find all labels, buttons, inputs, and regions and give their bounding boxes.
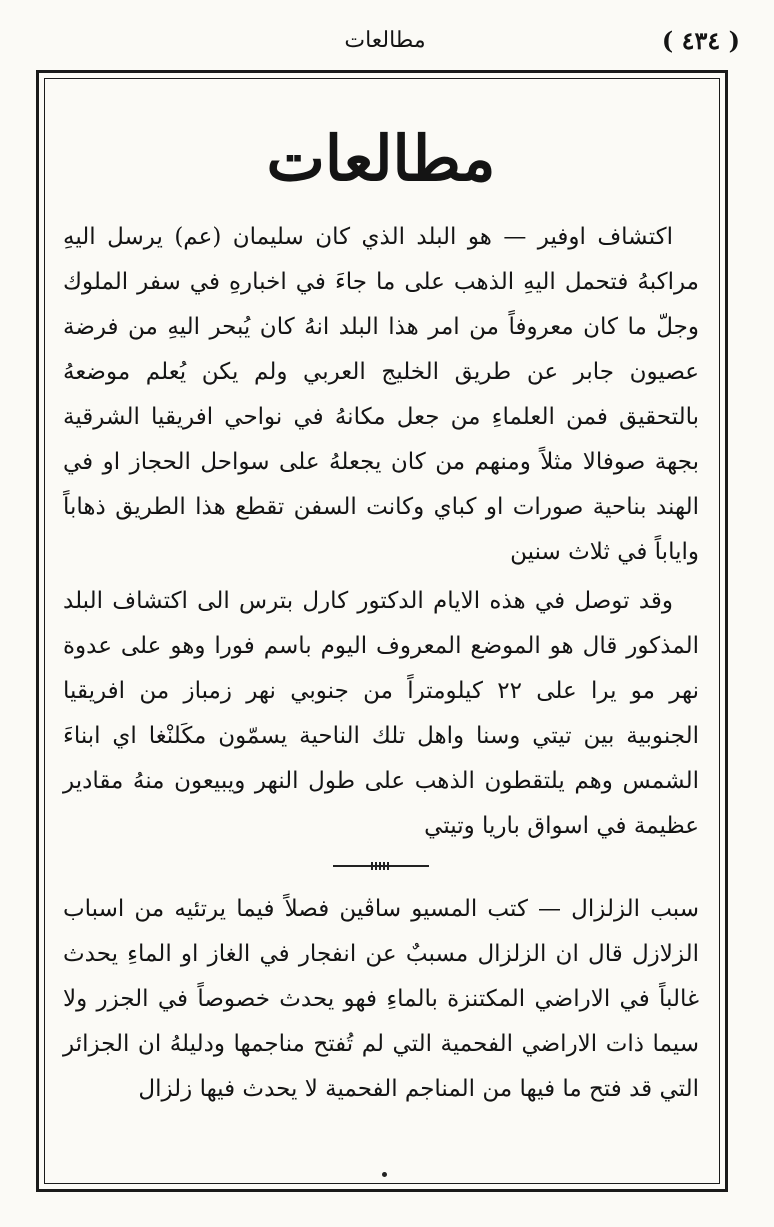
page-border	[36, 70, 728, 1192]
paragraph-earthquake-cause: سبب الزلزال — كتب المسيو ساڤين فصلاً فيما يرتئيه من اسباب الزلازل قال ان الزلزال مسببٌ عن انفجار في الغاز او الماءِ يحدث غالباً في الاراضي المكتنزة بالماءِ فهو يحدث خصوصاً في الجزر ولا سيما ذات الاراضي الفحمية التي لم تُفتح مناجمها ودليلهُ ان الجزائر التي قد فتح ما فيها من المناجم الفحمية لا يحدث فيها زلزال	[63, 896, 699, 1103]
page-number: ( ٤٣٤ )	[661, 26, 740, 55]
decorative-dot	[382, 1172, 387, 1177]
running-title: مطالعات	[344, 28, 426, 53]
paragraph-ophir-location: وقد توصل في هذه الايام الدكتور كارل بترس الى اكتشاف البلد المذكور قال هو الموضع المعروف اليوم باسم فورا وهو على عدوة نهر مو يرا على ٢٢ كيلومتراً من جنوبي نهر زمباز من افريقيا الجنوبية بين تيتي وسنا واهل تلك الناحية يسمّون مكَلنْغا اي ابناءَ الشمس وهم يلتقطون الذهب على طول النهر ويبيعون منهُ مقادير عظيمة في اسواق باريا وتيتي	[63, 588, 699, 840]
article-title: مطالعات	[266, 122, 496, 195]
section-separator	[333, 865, 429, 867]
article-body	[63, 113, 699, 1179]
running-header	[30, 22, 740, 62]
paragraph-ophir-discovery: اكتشاف اوفير — هو البلد الذي كان سليمان (عم) يرسل اليهِ مراكبهُ فتحمل اليهِ الذهب على ما جاءَ في اخبارهِ في سفر الملوك وجلّ ما كان معروفاً من امر هذا البلد انهُ كان يُبحر اليهِ من فرضة عصيون جابر عن طريق الخليج العربي ولم يكن يُعلم موضعهُ بالتحقيق فمن العلماءِ من جعل مكانهُ في نواحي افريقيا الشرقية بجهة صوفالا مثلاً ومنهم من كان يجعلهُ على سواحل الحجاز او في الهند بناحية صورات او كباي وكانت السفن تقطع هذا الطريق ذهاباً واياباً في ثلاث سنين	[63, 224, 699, 566]
